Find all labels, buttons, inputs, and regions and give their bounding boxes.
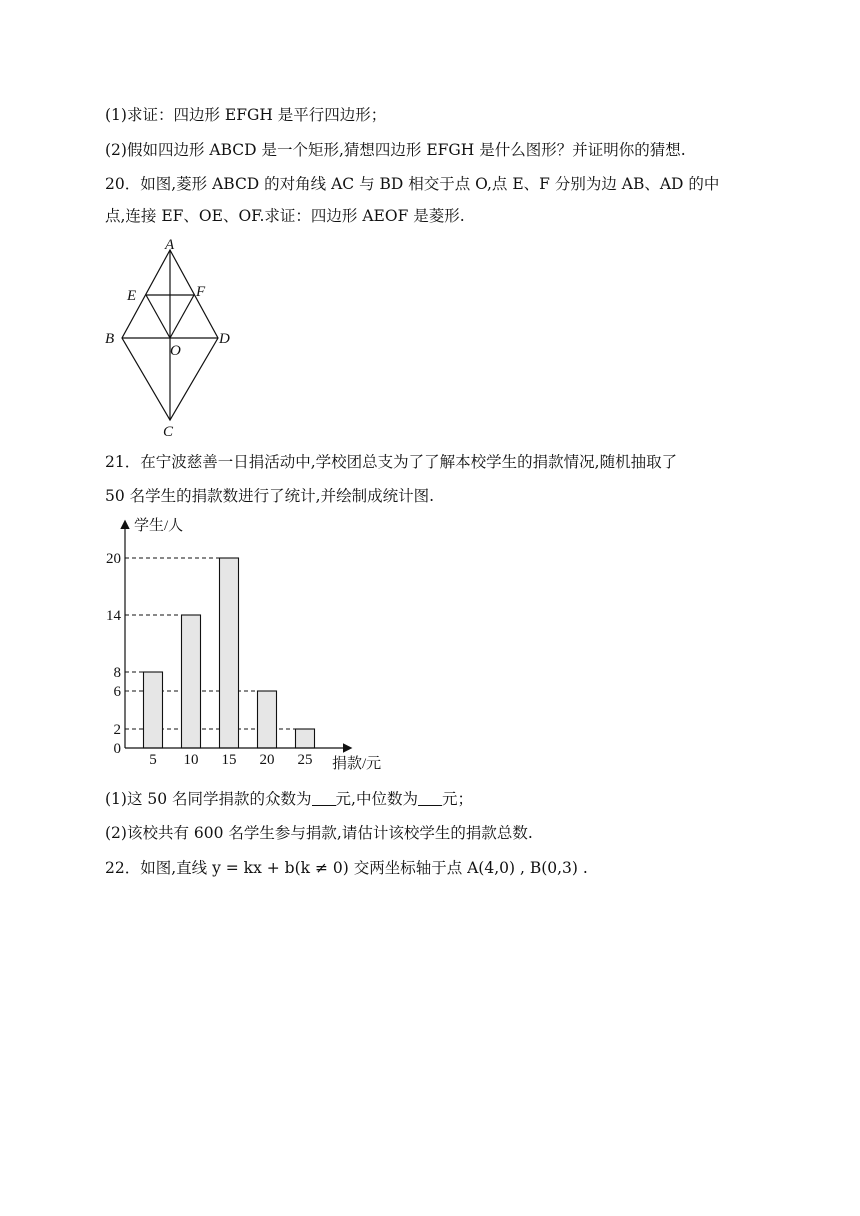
x-tick-label-5: 5: [149, 752, 157, 768]
y-tick-label-2: 2: [113, 722, 121, 738]
x-tick-label-15: 15: [221, 752, 237, 768]
bar-25: [296, 729, 315, 748]
q21-text-line1: 21．在宁波慈善一日捐活动中,学校团总支为了了解本校学生的捐款情况,随机抽取了: [105, 453, 678, 471]
label-e: E: [127, 288, 137, 304]
q21-part1-text-c: 元；: [441, 790, 473, 808]
y-tick-label-6: 6: [113, 684, 121, 700]
answer-blank-mode[interactable]: [312, 791, 336, 806]
q21-part1-text-b: 元,中位数为: [335, 790, 418, 808]
rhombus-figure: [100, 238, 240, 438]
q21-part2: (2)该校共有 600 名学生参与捐款,请估计该校学生的捐款总数.: [105, 824, 533, 842]
y-tick-label-14: 14: [106, 608, 121, 624]
q21-part1: [105, 788, 473, 810]
label-c: C: [163, 424, 174, 438]
label-f: F: [196, 284, 206, 300]
y-tick-label-20: 20: [106, 551, 121, 567]
segment-of: [170, 295, 194, 338]
bar-15: [220, 558, 239, 748]
q21-text-line2: 50 名学生的捐款数进行了统计,并绘制成统计图.: [105, 487, 435, 505]
q21-part1-text-a: (1)这 50 名同学捐款的众数为: [105, 790, 312, 808]
y-tick-label-0: 0: [113, 741, 121, 757]
x-tick-label-10: 10: [183, 752, 199, 768]
answer-blank-median[interactable]: [418, 791, 442, 806]
y-axis-label: 学生/人: [134, 518, 184, 534]
segment-oe: [146, 295, 170, 338]
bar-5: [144, 672, 163, 748]
donation-bar-chart: [100, 510, 390, 780]
y-tick-label-8: 8: [113, 665, 121, 681]
bar-20: [258, 691, 277, 748]
q19-part2: (2)假如四边形 ABCD 是一个矩形,猜想四边形 EFGH 是什么图形？并证明你的猜想.: [105, 141, 686, 159]
label-b: B: [105, 331, 115, 347]
x-tick-label-25: 25: [297, 752, 313, 768]
q20-text-line2: 点,连接 EF、OE、OF.求证：四边形 AEOF 是菱形.: [105, 207, 465, 225]
q19-part1: (1)求证：四边形 EFGH 是平行四边形；: [105, 106, 387, 124]
q22-text: 22．如图,直线 y = kx + b(k ≠ 0) 交两坐标轴于点 A(4,0) , B(0,3) .: [105, 859, 588, 877]
label-d: D: [219, 331, 230, 347]
x-tick-label-20: 20: [259, 752, 275, 768]
x-axis-label: 捐款/元: [332, 756, 382, 772]
q20-text-line1: 20．如图,菱形 ABCD 的对角线 AC 与 BD 相交于点 O,点 E、F 分别为边 AB、AD 的中: [105, 175, 720, 193]
label-o: O: [170, 343, 181, 359]
bar-10: [182, 615, 201, 748]
label-a: A: [165, 238, 175, 253]
